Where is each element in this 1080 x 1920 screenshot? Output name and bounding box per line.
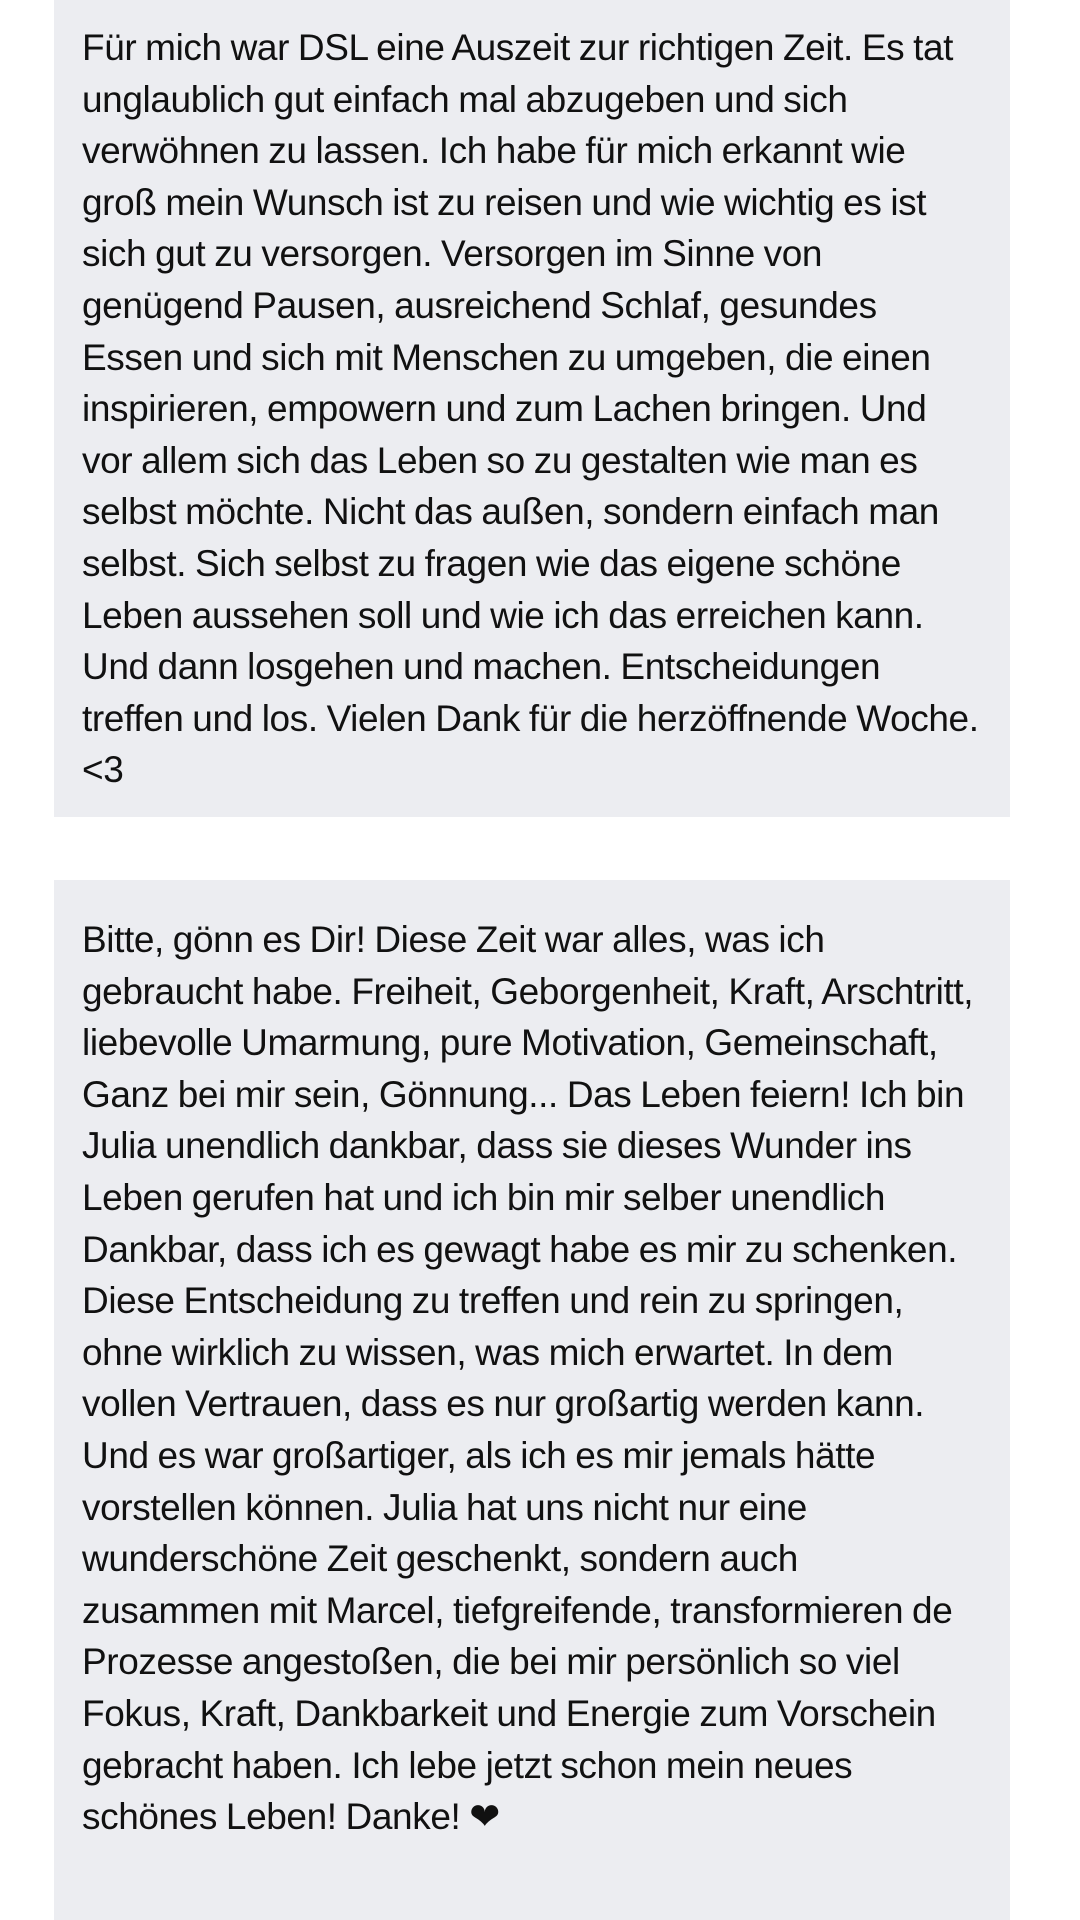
testimonial-card-2	[54, 880, 1010, 1920]
heart-icon: ❤	[469, 1796, 500, 1838]
testimonial-text-2-body: Bitte, gönn es Dir! Diese Zeit war alles, was ich gebraucht habe. Freiheit, Geborgenheit, Kraft, Arschtritt, liebevolle Umarmung, pure Motivation, Gemeinschaft, Ganz bei mir sein, Gönnung... Das Leben feiern! Ich bin Julia unendlich dankbar, dass sie dieses Wunder ins Leben gerufen hat und ich bin mir selber unendlich Dankbar, dass ich es gewagt habe es mir zu schenken. Diese Entscheidung zu treffen und rein zu springen, ohne wirklich zu wissen, was mich erwartet. In dem vollen Vertrauen, dass es nur großartig werden kann. Und es war großartiger, als ich es mir jemals hätte vorstellen können. Julia hat uns nicht nur eine wunderschöne Zeit geschenkt, sondern auch zusammen mit Marcel, tiefgreifende, transformieren de Prozesse angestoßen, die bei mir persönlich so viel Fokus, Kraft, Dankbarkeit und Energie zum Vorschein gebracht haben. Ich lebe jetzt schon mein neues schönes Leben! Danke!	[82, 919, 974, 1838]
testimonial-text-1: Für mich war DSL eine Auszeit zur richtigen Zeit. Es tat unglaublich gut einfach mal abzugeben und sich verwöhnen zu lassen. Ich habe für mich erkannt wie groß mein Wunsch ist zu reisen und wie wichtig es ist sich gut zu versorgen. Versorgen im Sinne von genügend Pausen, ausreichend Schlaf, gesundes Essen und sich mit Menschen zu umgeben, die einen inspirieren, empowern und zum Lachen bringen. Und vor allem sich das Leben so zu gestalten wie man es selbst möchte. Nicht das außen, sondern einfach man selbst. Sich selbst zu fragen wie das eigene schöne Leben aussehen soll und wie ich das erreichen kann. Und dann losgehen und machen. Entscheidungen treffen und los. Vielen Dank für die herzöffnende Woche. <3	[82, 27, 979, 791]
testimonial-text-2	[82, 914, 982, 1843]
testimonial-card-1	[54, 0, 1010, 817]
